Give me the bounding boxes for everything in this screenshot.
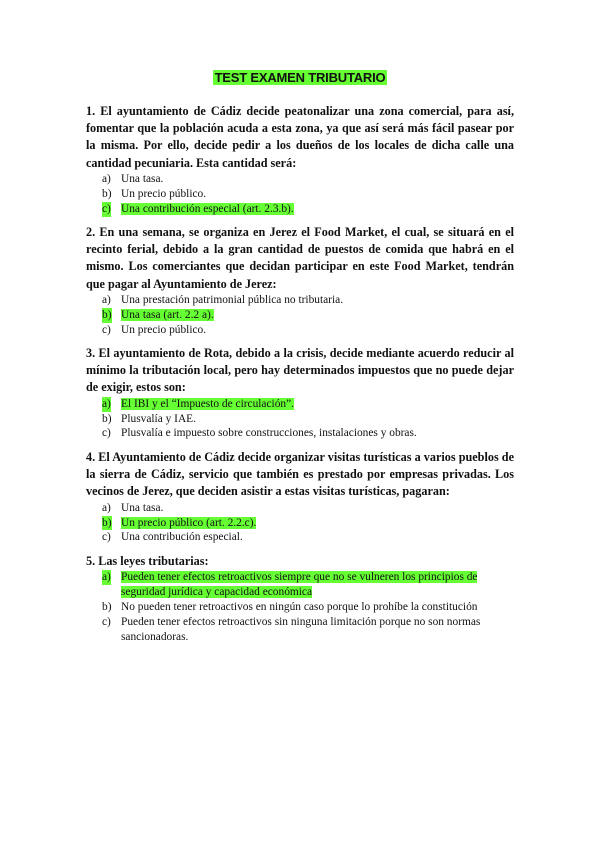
question-5 bbox=[86, 553, 514, 645]
answer-option bbox=[86, 187, 514, 202]
option-text: Una tasa. bbox=[121, 172, 164, 185]
question-stem: 4. El Ayuntamiento de Cádiz decide organizar visitas turísticas a varios pueblos de la sierra de Cádiz, servicio que también es prestado por empresas privadas. Los vecinos de Jerez, que deciden asistir a estas visitas turísticas, pagaran: bbox=[86, 450, 514, 499]
answer-option bbox=[86, 412, 514, 427]
option-text-highlighted: Pueden tener efectos retroactivos siempre que no se vulneren los principios de seguridad jurídica y capacidad económica bbox=[121, 571, 478, 599]
question-1 bbox=[86, 103, 514, 217]
option-letter: c) bbox=[102, 202, 111, 215]
option-text: Plusvalía e impuesto sobre construcciones, instalaciones y obras. bbox=[121, 427, 417, 440]
option-text: Una tasa. bbox=[121, 501, 164, 514]
question-stem: 3. El ayuntamiento de Rota, debido a la crisis, decide mediante acuerdo reducir al mínimo la tributación local, pero hay determinados impuestos que no puede dejar de exigir, estos son: bbox=[86, 346, 514, 395]
option-text-highlighted: Una tasa (art. 2.2 a). bbox=[121, 308, 214, 321]
option-letter: c) bbox=[102, 323, 111, 336]
question-stem: 2. En una semana, se organiza en Jerez el Food Market, el cual, se situará en el recinto ferial, debido a la gran cantidad de puestos de comida que habrá en el mismo. Los comerciantes que decidan participar en este Food Market, tendrán que pagar al Ayuntamiento de Jerez: bbox=[86, 225, 514, 291]
option-text: Un precio público. bbox=[121, 187, 207, 200]
question-stem: 5. Las leyes tributarias: bbox=[86, 554, 209, 568]
answer-options bbox=[86, 501, 514, 546]
question-2 bbox=[86, 224, 514, 338]
option-letter: b) bbox=[102, 187, 112, 200]
option-text-highlighted: Un precio público (art. 2.2.c). bbox=[121, 516, 257, 529]
answer-options bbox=[86, 172, 514, 217]
answer-option bbox=[86, 615, 514, 645]
question-stem: 1. El ayuntamiento de Cádiz decide peatonalizar una zona comercial, para así, fomentar que la población acuda a esta zona, ya que así será más fácil pasear por la misma. Por ello, decide pedir a los dueños de los locales de dicha calle una cantidad pecuniaria. Esta cantidad será: bbox=[86, 104, 514, 170]
option-text-highlighted: Una contribución especial (art. 2.3.b). bbox=[121, 202, 294, 215]
answer-options bbox=[86, 293, 514, 338]
answer-option-correct bbox=[86, 308, 514, 323]
answer-option bbox=[86, 172, 514, 187]
option-text: Pueden tener efectos retroactivos sin ninguna limitación porque no son normas sancionadoras. bbox=[121, 615, 481, 643]
option-letter: b) bbox=[102, 412, 112, 425]
option-letter: a) bbox=[102, 293, 111, 306]
answer-option bbox=[86, 323, 514, 338]
option-text-highlighted: El IBI y el “Impuesto de circulación”. bbox=[121, 397, 295, 410]
option-letter: a) bbox=[102, 571, 111, 584]
option-letter: b) bbox=[102, 516, 112, 529]
option-letter: c) bbox=[102, 615, 111, 628]
option-letter: c) bbox=[102, 427, 111, 440]
option-letter: a) bbox=[102, 397, 111, 410]
answer-option-correct bbox=[86, 516, 514, 531]
answer-option bbox=[86, 600, 514, 615]
option-text: No pueden tener retroactivos en ningún caso porque lo prohíbe la constitución bbox=[121, 601, 478, 614]
option-text: Una contribución especial. bbox=[121, 531, 243, 544]
question-3 bbox=[86, 345, 514, 441]
option-letter: a) bbox=[102, 501, 111, 514]
answer-option bbox=[86, 501, 514, 516]
answer-option bbox=[86, 530, 514, 545]
answer-options bbox=[86, 397, 514, 442]
question-4 bbox=[86, 449, 514, 545]
answer-option bbox=[86, 293, 514, 308]
option-letter: a) bbox=[102, 172, 111, 185]
answer-option-correct bbox=[86, 397, 514, 412]
option-text: Un precio público. bbox=[121, 323, 207, 336]
answer-options bbox=[86, 570, 514, 645]
option-letter: b) bbox=[102, 601, 112, 614]
option-letter: c) bbox=[102, 531, 111, 544]
option-text: Una prestación patrimonial pública no tributaria. bbox=[121, 293, 344, 306]
option-letter: b) bbox=[102, 308, 112, 321]
answer-option-correct bbox=[86, 202, 514, 217]
answer-option bbox=[86, 426, 514, 441]
option-text: Plusvalía y IAE. bbox=[121, 412, 196, 425]
page-title-text: TEST EXAMEN TRIBUTARIO bbox=[214, 70, 386, 85]
answer-option-correct bbox=[86, 570, 514, 600]
page-title bbox=[0, 70, 600, 85]
